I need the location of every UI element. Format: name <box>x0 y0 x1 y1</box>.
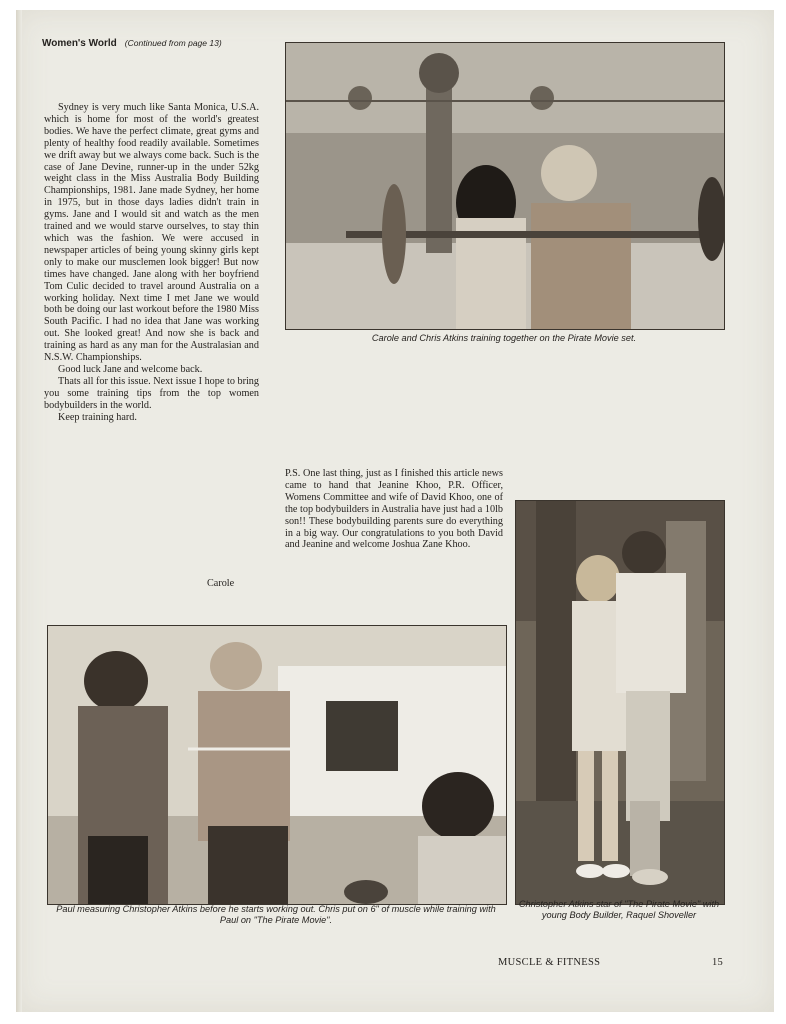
magazine-name: MUSCLE & FITNESS <box>498 957 601 968</box>
section-header <box>42 38 222 49</box>
photo-barbell-training <box>285 42 725 330</box>
article-paragraph: Good luck Jane and welcome back. <box>58 363 203 375</box>
photo-caption: Paul measuring Christopher Atkins before he starts working out. Chris put on 6" of muscle while training with Paul on "The Pirate Movie". <box>56 904 496 925</box>
article-paragraph: Thats all for this issue. Next issue I hope to bring you some training tips from the top women bodybuilders in the world. <box>44 375 259 411</box>
section-title: Women's World <box>42 38 117 49</box>
article-column-1 <box>44 102 259 423</box>
article-paragraph: Sydney is very much like Santa Monica, U.S.A. which is home for most of the world's greatest bodies. We have the perfect climate, great gyms and plenty of healthy food readily available. Sometimes we drift away but we always come back. Such is the case of Jane Devine, runner-up in the under 52kg weight class in the Miss Australia Body Building Championships, 1981. Jane made Sydney, her home in 1975, but in those days ladies didn't train in gyms. Jane and I would sit and watch as the men trained and we would starve ourselves, to stay thin which was the fashion. We were accused in newspaper articles of being young skinny girls kept only to make our musclemen look bigger! But now times have changed. Jane along with her boyfriend Tom Culic decided to travel around Australia on a working holiday. Next time I met Jane we would both be doing our last workout before the 1980 Miss South Pacific. I had no idea that Jane was working out. She looked great! And now she is back and training as hard as any man for the Australasian and N.S.W. Championships. <box>44 102 259 364</box>
article-column-2 <box>285 468 503 551</box>
author-signature: Carole <box>207 578 235 589</box>
photo-measuring <box>47 625 507 905</box>
photo-atkins-portrait <box>515 500 725 905</box>
photo-caption: Christopher Atkins star of "The Pirate Movie" with young Body Builder, Raquel Shoveller <box>518 899 720 920</box>
postscript-paragraph: P.S. One last thing, just as I finished this article news came to hand that Jeanine Khoo, P.R. Officer, Womens Committee and wife of David Khoo, one of the top bodybuilders in Australia have just had a 10lb son!! These bodybuilding parents sure do everything in a big way. Our congratulations to you both David and Jeanine and welcome Joshua Zane Khoo. <box>285 468 503 551</box>
article-paragraph: Keep training hard. <box>58 411 137 423</box>
photo-caption: Carole and Chris Atkins training together on the Pirate Movie set. <box>371 333 637 343</box>
page-number: 15 <box>712 957 724 968</box>
continued-note: (Continued from page 13) <box>124 38 222 48</box>
page-spine-shadow <box>16 10 22 1012</box>
